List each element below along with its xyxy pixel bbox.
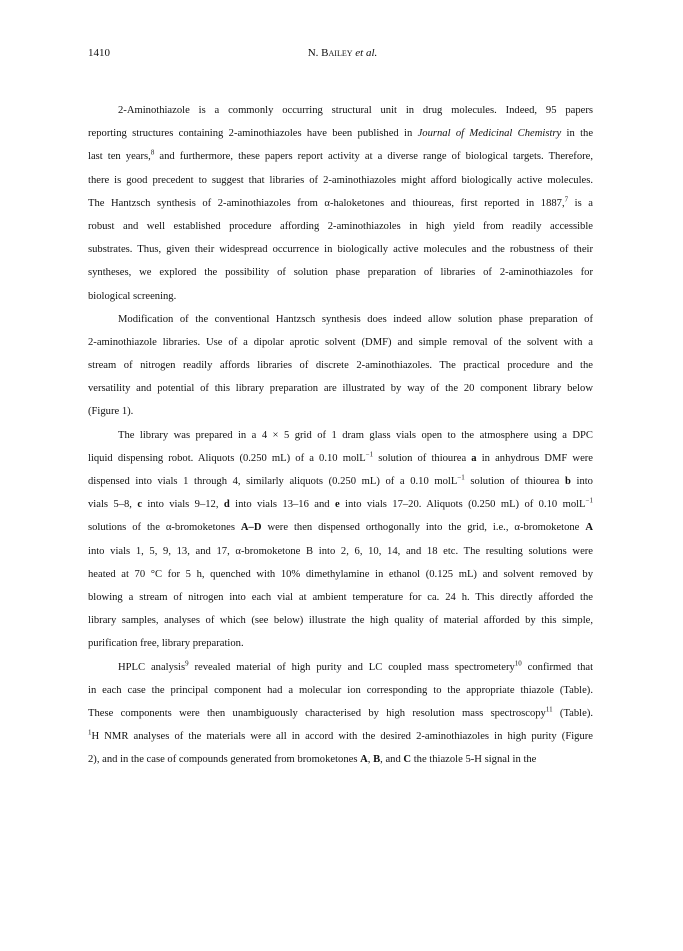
text-line: liquid dispensing robot. Aliquots (0.250 mL) of a 0.10 molL$^{-1}$ solution of thiourea a in anhydrous DMF were [88, 450, 593, 464]
text-line: Modification of the conventional Hantzsch synthesis does indeed allow solution phase preparation of [118, 313, 593, 325]
text-line: HPLC analysis$^9$ revealed material of high purity and LC coupled mass spectrometery$^{10}$ confirmed that [118, 658, 593, 673]
text-line: solutions of the α-bromoketones A–D were then dispensed orthogonally into the grid, i.e., α-bromoketone A [88, 522, 593, 534]
running-head [92, 47, 593, 59]
text-line: there is good precedent to suggest that libraries of 2-aminothiazoles might afford biologically active molecules. [88, 174, 593, 186]
text-line: $^1$H NMR analyses of the materials were all in accord with the desired 2-aminothiazoles in high purity (Figure [88, 728, 593, 743]
text-line: last ten years,$^8$ and furthermore, these papers report activity at a diverse range of biological targets. Therefore, [88, 148, 593, 163]
text-line: The library was prepared in a 4 × 5 grid of 1 dram glass vials open to the atmosphere using a DPC [118, 429, 593, 441]
text-line: 2), and in the case of compounds generated from bromoketones A, B, and C the thiazole 5-H signal in the [88, 754, 537, 766]
text-line: robust and well established procedure affording 2-aminothiazoles in high yield from readily accessible [88, 220, 593, 232]
body-text [88, 99, 593, 771]
page-number: 1410 [88, 47, 110, 59]
text-line: library samples, analyses of which (see below) illustrate the high quality of material afforded by this simple, [88, 615, 593, 627]
text-line: reporting structures containing 2-aminothiazoles have been published in Journal of Medicinal Chemistry in the [88, 128, 593, 140]
text-line: blowing a stream of nitrogen into each vial at ambient temperature for ca. 24 h. This directly afforded the [88, 591, 593, 603]
text-line: in each case the principal component had a molecular ion corresponding to the appropriate thiazole (Table). [88, 684, 593, 696]
text-line: syntheses, we explored the possibility of solution phase preparation of libraries of 2-aminothiazoles for [88, 267, 593, 279]
text-line: into vials 1, 5, 9, 13, and 17, α-bromoketone B into 2, 6, 10, 14, and 18 etc. The resulting solutions were [88, 545, 593, 557]
page-header [88, 47, 593, 63]
text-line: (Figure 1). [88, 406, 134, 418]
text-line: biological screening. [88, 290, 177, 302]
text-line: stream of nitrogen readily affords libraries of discrete 2-aminothiazoles. The practical procedure and the [88, 360, 593, 372]
text-line: These components were then unambiguously characterised by high resolution mass spectroscopy$^{11}$ (Table). [88, 705, 593, 719]
text-line: substrates. Thus, given their widespread occurrence in biologically active molecules and the robustness of their [88, 244, 593, 256]
running-head-etal: et al. [355, 47, 378, 59]
text-line: 2-Aminothiazole is a commonly occurring structural unit in drug molecules. Indeed, 95 papers [118, 105, 593, 116]
text-line: The Hantzsch synthesis of 2-aminothiazoles from α-haloketones and thioureas, first reported in 1887,$^7$ is a [88, 195, 593, 209]
text-line: versatility and potential of this library preparation are illustrated by way of the 20 component library below [88, 383, 593, 395]
text-line: 2-aminothiazole libraries. Use of a dipolar aprotic solvent (DMF) and simple removal of the solvent with a [88, 336, 593, 348]
text-line: dispensed into vials 1 through 4, similarly aliquots (0.250 mL) of a 0.10 molL$^{-1}$ solution of thiourea b into [88, 473, 593, 487]
running-head-author: N. Bailey [307, 47, 353, 59]
text-line: purification free, library preparation. [88, 638, 244, 650]
text-line: vials 5–8, c into vials 9–12, d into vials 13–16 and e into vials 17–20. Aliquots (0.250 mL) of 0.10 molL$^{-1}$ [88, 496, 593, 511]
text-line: heated at 70 °C for 5 h, quenched with 10% dimethylamine in ethanol (0.125 mL) and solvent removed by [88, 568, 593, 580]
